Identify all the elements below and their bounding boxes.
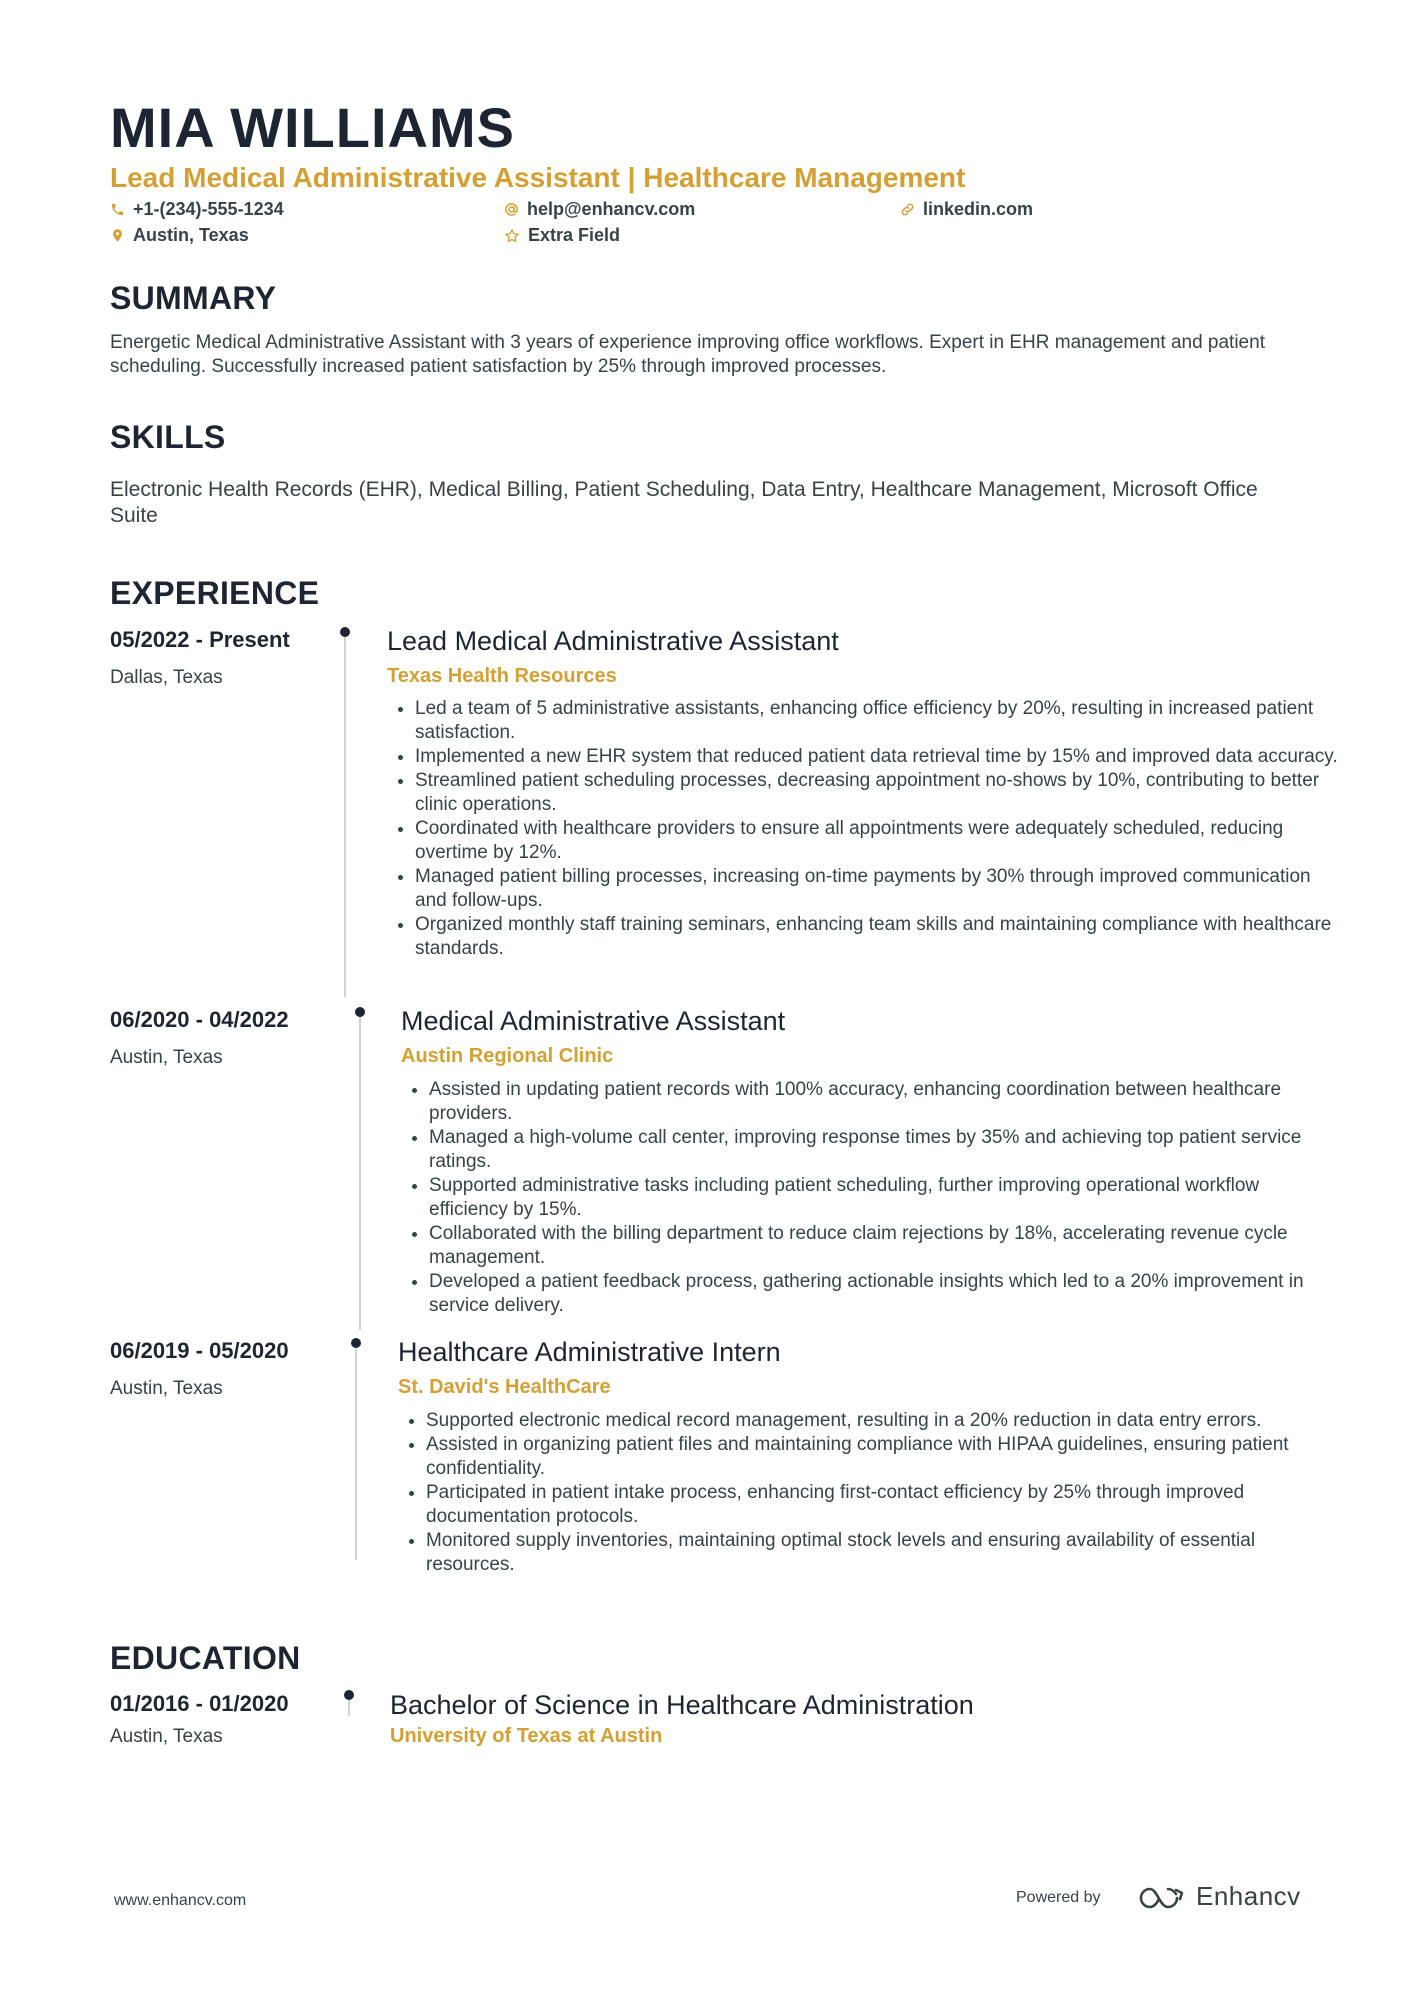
timeline-dot (340, 627, 350, 637)
list-item: • Participated in patient intake process, enhancing first-contact efficiency by 25% through improved documentation protocols. (426, 1481, 1341, 1529)
education-dates: 01/2016 - 01/2020 (110, 1691, 289, 1716)
experience-heading: EXPERIENCE (110, 575, 320, 611)
list-item: • Led a team of 5 administrative assistants, enhancing office efficiency by 20%, resulting in increased patient satisfaction. (415, 697, 1345, 745)
link-icon (900, 202, 915, 217)
skills-text: Electronic Health Records (EHR), Medical Billing, Patient Scheduling, Data Entry, Healthcare Management, Microsoft Office Suite (110, 478, 1258, 527)
list-item: • Assisted in updating patient records with 100% accuracy, enhancing coordination between healthcare providers. (429, 1078, 1329, 1126)
list-item: • Collaborated with the billing department to reduce claim rejections by 18%, accelerating revenue cycle management. (429, 1222, 1329, 1270)
list-item: • Supported electronic medical record management, resulting in a 20% reduction in data entry errors. (426, 1409, 1341, 1433)
contact-email (504, 199, 695, 220)
candidate-headline: Lead Medical Administrative Assistant | Healthcare Management (110, 162, 966, 193)
timeline-dot (351, 1338, 361, 1348)
timeline-dot (355, 1007, 365, 1017)
email-text: help@enhancv.com (527, 199, 696, 219)
website-text: linkedin.com (923, 199, 1034, 219)
list-item: • Implemented a new EHR system that reduced patient data retrieval time by 15% and improved data accuracy. (415, 745, 1345, 769)
at-icon (504, 202, 519, 217)
timeline-dot (344, 1690, 354, 1700)
job-dates: 05/2022 - Present (110, 627, 290, 652)
summary-text: Energetic Medical Administrative Assistant with 3 years of experience improving office workflows. Expert in EHR management and patient scheduling. Successfully increased patient satisfaction by 25% through improved processes. (110, 332, 1265, 377)
footer-brand: Enhancv (1196, 1881, 1301, 1911)
footer-website[interactable]: www.enhancv.com (114, 1892, 247, 1909)
job-dates: 06/2020 - 04/2022 (110, 1007, 289, 1032)
summary-heading: SUMMARY (110, 280, 277, 316)
location-text: Austin, Texas (133, 225, 249, 245)
job-role: Healthcare Administrative Intern (398, 1337, 781, 1367)
job-location: Austin, Texas (110, 1047, 223, 1068)
list-item: • Streamlined patient scheduling processes, decreasing appointment no-shows by 10%, contributing to better clinic operations. (415, 769, 1345, 817)
timeline-line (348, 1700, 350, 1716)
contact-phone (110, 199, 284, 220)
job-location: Austin, Texas (110, 1378, 223, 1399)
timeline-line (344, 637, 346, 997)
list-item: • Managed patient billing processes, increasing on-time payments by 30% through improved communication and follow-ups. (415, 865, 1345, 913)
job-company: St. David's HealthCare (398, 1376, 611, 1398)
list-item: • Monitored supply inventories, maintaining optimal stock levels and ensuring availability of essential resources. (426, 1529, 1341, 1577)
list-item: • Assisted in organizing patient files and maintaining compliance with HIPAA guidelines, ensuring patient confidentiality. (426, 1433, 1341, 1481)
contact-location (110, 225, 249, 246)
skills-heading: SKILLS (110, 419, 226, 455)
candidate-name: MIA WILLIAMS (110, 96, 515, 159)
job-bullets (387, 697, 1345, 961)
education-location: Austin, Texas (110, 1726, 223, 1747)
contact-extra (504, 225, 620, 246)
education-school: University of Texas at Austin (390, 1725, 663, 1747)
job-dates: 06/2019 - 05/2020 (110, 1338, 289, 1363)
job-location: Dallas, Texas (110, 667, 223, 688)
location-pin-icon (110, 228, 125, 243)
list-item: • Organized monthly staff training seminars, enhancing team skills and maintaining compliance with healthcare standards. (415, 913, 1345, 961)
job-company: Austin Regional Clinic (401, 1045, 614, 1067)
footer-powered-by: Powered by (1016, 1889, 1101, 1906)
timeline-line (359, 1017, 361, 1330)
enhancv-logo-icon (1138, 1884, 1186, 1912)
education-degree: Bachelor of Science in Healthcare Administration (390, 1690, 974, 1720)
education-heading: EDUCATION (110, 1640, 301, 1676)
phone-icon (110, 202, 125, 217)
list-item: • Managed a high-volume call center, improving response times by 35% and achieving top patient service ratings. (429, 1126, 1329, 1174)
list-item: • Coordinated with healthcare providers to ensure all appointments were adequately scheduled, reducing overtime by 12%. (415, 817, 1345, 865)
job-company: Texas Health Resources (387, 665, 617, 687)
contact-website (900, 199, 1033, 220)
phone-text: +1-(234)-555-1234 (133, 199, 284, 219)
job-role: Medical Administrative Assistant (401, 1006, 786, 1036)
job-bullets (398, 1409, 1341, 1577)
job-bullets (401, 1078, 1329, 1318)
star-icon (504, 228, 520, 244)
job-role: Lead Medical Administrative Assistant (387, 626, 839, 656)
extra-text: Extra Field (528, 225, 621, 245)
list-item: • Supported administrative tasks including patient scheduling, further improving operational workflow efficiency by 15%. (429, 1174, 1329, 1222)
timeline-line (355, 1348, 357, 1560)
list-item: • Developed a patient feedback process, gathering actionable insights which led to a 20% improvement in service delivery. (429, 1270, 1329, 1318)
